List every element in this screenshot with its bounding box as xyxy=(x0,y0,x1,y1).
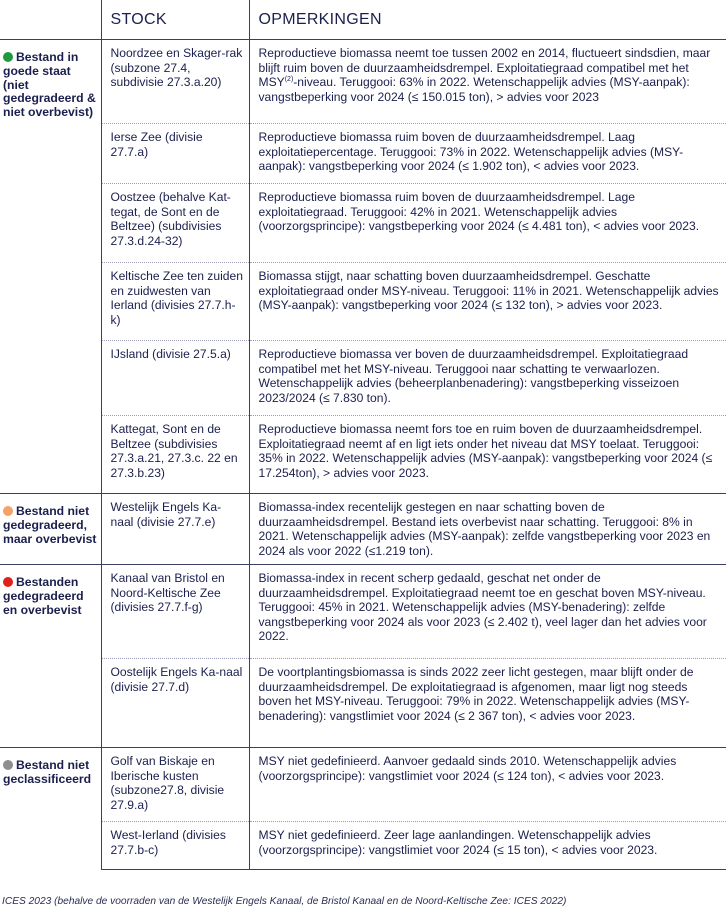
orange-dot-icon xyxy=(3,506,13,516)
group-label: Bestand in goede staat (niet gedegradeerd & niet overbevist) xyxy=(3,50,96,120)
group-label: Bestand niet gedegradeerd, maar overbevist xyxy=(3,504,97,546)
stock-name: West-Ierland (divisies 27.7.b-c) xyxy=(101,822,249,870)
table-row xyxy=(0,822,726,870)
red-dot-icon xyxy=(3,577,13,587)
status-group-degraded xyxy=(0,565,101,748)
header-remarks: OPMERKINGEN xyxy=(249,0,726,40)
stock-remark: Reproductieve biomassa ruim boven de duurzaamheidsdrempel. Laag exploitatiepercentage. Teruggooi: 73% in 2022. Wetenschappelijk advies (MSY-aanpak): vangstbeperking voor 2024 (≤ 1.902 ton), < advies voor 2023. xyxy=(249,124,726,184)
status-group-overfished xyxy=(0,494,101,565)
table-row xyxy=(0,565,726,659)
table-row xyxy=(0,124,726,184)
stock-name: Westelijk Engels Ka-naal (divisie 27.7.e) xyxy=(101,494,249,565)
header-blank-cell xyxy=(0,0,101,40)
stock-remark: Biomassa-index in recent scherp gedaald, geschat net onder de duurzaamheidsdrempel. Exploitatiegraad neemt toe en geschat boven MSY-niveau. Teruggooi: 45% in 2021. Wetenschappelijk advies (MSY-benadering): zelfde vangstbeperking voor 2024 als voor 2023 (≤ 2.402 t), veel lager dan het advies voor 2022. xyxy=(249,565,726,659)
status-group-good xyxy=(0,40,101,494)
status-group-unclassified xyxy=(0,748,101,870)
group-label: Bestand niet geclassificeerd xyxy=(3,758,92,786)
source-footnote: ICES 2023 (behalve de voorraden van de Westelijk Engels Kanaal, de Bristol Kanaal en de Noord-Keltische Zee: ICES 2022) xyxy=(2,896,567,907)
stock-remark: Biomassa-index recentelijk gestegen en naar schatting boven de duurzaamheidsdrempel. Bestand iets overbevist naar schatting. Teruggooi: 8% in 2021. Wetenschappelijk advies (MSY-aanpak): zelfde vangstbeperking voor 2023 en 2024 als voor 2022 (≤1.219 ton). xyxy=(249,494,726,565)
grey-dot-icon xyxy=(3,760,13,770)
stock-name: Golf van Biskaje en Iberische kusten (subzone27.8, divisie 27.9.a) xyxy=(101,748,249,822)
stock-remark: Reproductieve biomassa neemt fors toe en ruim boven de duurzaamheidsdrempel. Exploitatiegraad neemt af en ligt iets onder het niveau dat MSY toelaat. Teruggooi: 35% in 2022. Wetenschappelijk advies (MSY-aanpak): vangstbeperking voor 2024 (≤ 17.254ton), > advies voor 2023. xyxy=(249,416,726,494)
table-row xyxy=(0,659,726,748)
header-stock: STOCK xyxy=(101,0,249,40)
stock-remark: Reproductieve biomassa ruim boven de duurzaamheidsdrempel. Lage exploitatiegraad. Teruggooi: 42% in 2021. Wetenschappelijk advies (voorzorgsprincipe): vangstbeperking voor 2024 (≤ 4.481 ton), < advies voor 2023. xyxy=(249,184,726,263)
stock-name: Keltische Zee ten zuiden en zuidwesten van Ierland (divisies 27.7.h-k) xyxy=(101,263,249,341)
stock-name: IJsland (divisie 27.5.a) xyxy=(101,341,249,416)
table-row xyxy=(0,263,726,341)
stock-remark: Biomassa stijgt, naar schatting boven duurzaamheidsdrempel. Geschatte exploitatiegraad onder MSY-niveau. Teruggooi: 11% in 2021. Wetenschappelijk advies (MSY-aanpak): vangstbeperking voor 2024 (≤ 132 ton), > advies voor 2023. xyxy=(249,263,726,341)
table-row xyxy=(0,40,726,124)
table-row xyxy=(0,748,726,822)
stock-remark: Reproductieve biomassa ver boven de duurzaamheidsdrempel. Exploitatiegraad compatibel met het MSY-niveau. Teruggooi naar schatting te verwaarlozen. Wetenschappelijk advies (beheerplanbenadering): vangstbeperking visseizoen 2023/2024 (≤ 7.830 ton). xyxy=(249,341,726,416)
table-row xyxy=(0,494,726,565)
table-row xyxy=(0,416,726,494)
stock-remark: MSY niet gedefinieerd. Aanvoer gedaald sinds 2010. Wetenschappelijk advies (voorzorgsprincipe): vangstlimiet voor 2024 (≤ 124 ton), < advies voor 2023. xyxy=(249,748,726,822)
table-row xyxy=(0,184,726,263)
stock-name: Oostzee (behalve Kat-tegat, de Sont en de Beltzee) (subdivisies 27.3.d.24-32) xyxy=(101,184,249,263)
stock-remark: De voortplantingsbiomassa is sinds 2022 zeer licht gestegen, maar blijft onder de duurzaamheidsdrempel. De exploitatiegraad is afgenomen, maar ligt nog steeds boven het MSY-niveau. Teruggooi: 79% in 2022. Wetenschappelijk advies (MSY-benadering): vangstlimiet voor 2024 (≤ 2 367 ton), < advies voor 2023. xyxy=(249,659,726,748)
stock-name: Kattegat, Sont en de Beltzee (subdivisies 27.3.a.21, 27.3.c. 22 en 27.3.b.23) xyxy=(101,416,249,494)
table-header-row xyxy=(0,0,726,40)
stock-name: Ierse Zee (divisie 27.7.a) xyxy=(101,124,249,184)
stock-remark: Reproductieve biomassa neemt toe tussen 2002 en 2014, fluctueert sindsdien, maar blijft ruim boven de duurzaamheidsdrempel. Exploitatiegraad compatibel met het MSY$^{(2)}$-niveau. Teruggooi: 63% in 2022. Wetenschappelijk advies (MSY-aanpak): vangstbeperking voor 2024 (≤ 150.015 ton), > advies voor 2023 xyxy=(249,40,726,124)
stock-remark: MSY niet gedefinieerd. Zeer lage aanlandingen. Wetenschappelijk advies (voorzorgsprincipe): vangstlimiet voor 2024 (≤ 15 ton), < advies voor 2023. xyxy=(249,822,726,870)
stock-name: Noordzee en Skager-rak (subzone 27.4, subdivisie 27.3.a.20) xyxy=(101,40,249,124)
green-dot-icon xyxy=(3,52,13,62)
group-label: Bestanden gedegradeerd en overbevist xyxy=(3,575,84,617)
stock-name: Oostelijk Engels Ka-naal (divisie 27.7.d) xyxy=(101,659,249,748)
table-row xyxy=(0,341,726,416)
stock-name: Kanaal van Bristol en Noord-Keltische Zee (divisies 27.7.f-g) xyxy=(101,565,249,659)
